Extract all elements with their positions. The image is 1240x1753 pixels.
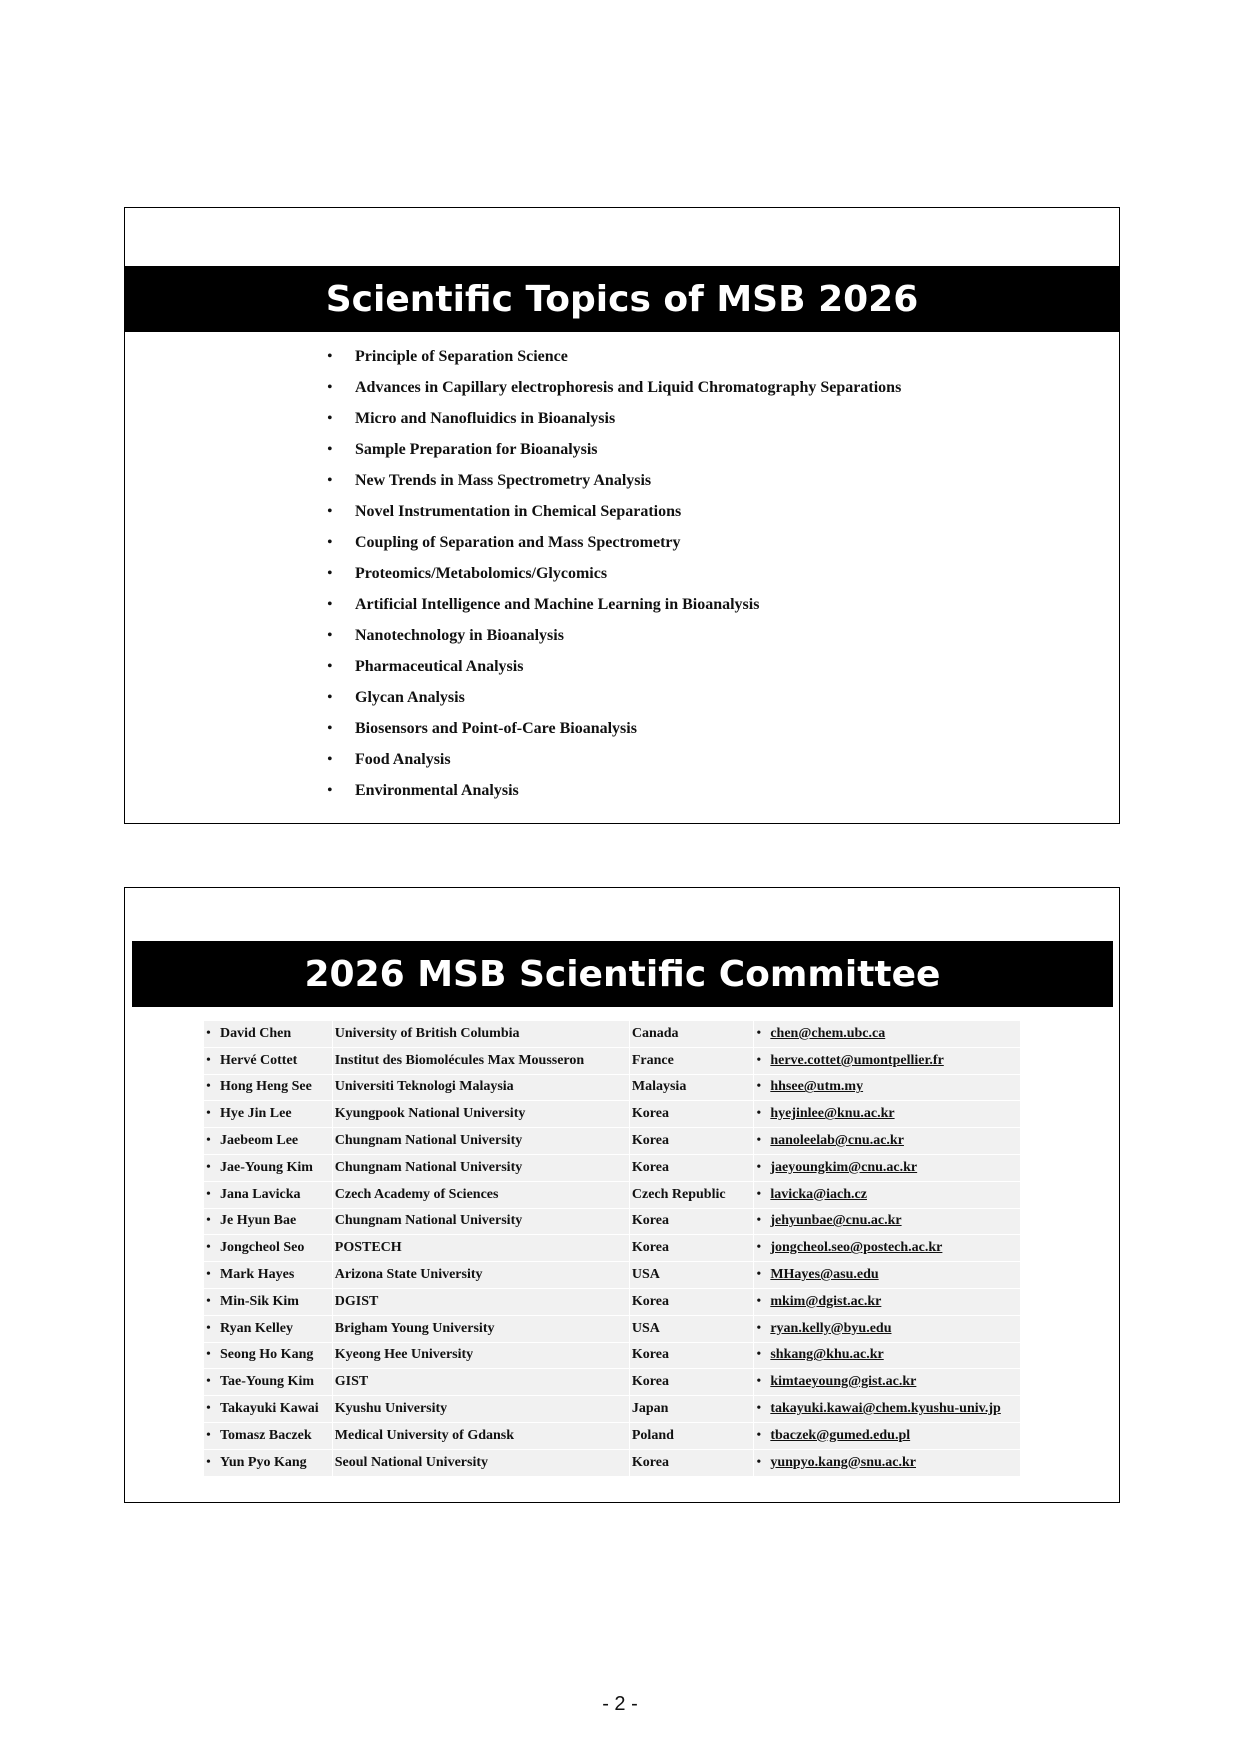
member-email-link[interactable]: jaeyoungkim@cnu.ac.kr xyxy=(770,1159,918,1175)
bullet-icon: • xyxy=(756,1320,762,1336)
bullet-icon: • xyxy=(206,1454,211,1470)
member-country: Korea xyxy=(630,1289,753,1315)
member-country: Korea xyxy=(630,1128,753,1154)
member-institution: Chungnam National University xyxy=(333,1155,629,1181)
bullet-icon: • xyxy=(756,1186,762,1202)
member-email-cell xyxy=(754,1182,1020,1208)
member-email-link[interactable]: nanoleelab@cnu.ac.kr xyxy=(770,1133,904,1149)
member-name-cell xyxy=(204,1021,332,1047)
bullet-icon: • xyxy=(327,658,333,675)
member-email-cell xyxy=(754,1369,1020,1395)
member-institution: Kyushu University xyxy=(333,1396,629,1422)
member-name: Hervé Cottet xyxy=(220,1052,298,1068)
bullet-icon: • xyxy=(327,472,333,489)
bullet-icon: • xyxy=(327,379,333,396)
member-name-cell xyxy=(204,1316,332,1342)
bullet-icon: • xyxy=(756,1401,762,1417)
topic-text: Proteomics/Metabolomics/Glycomics xyxy=(355,565,608,582)
topic-item xyxy=(325,346,901,377)
member-email-cell xyxy=(754,1101,1020,1127)
member-email-link[interactable]: hhsee@utm.my xyxy=(770,1079,864,1095)
member-email-cell xyxy=(754,1209,1020,1235)
topic-text: Novel Instrumentation in Chemical Separations xyxy=(355,503,682,520)
member-email-cell xyxy=(754,1262,1020,1288)
topic-text: Nanotechnology in Bioanalysis xyxy=(355,627,564,644)
bullet-icon: • xyxy=(206,1133,211,1149)
member-name: Takayuki Kawai xyxy=(220,1401,319,1417)
member-institution: Universiti Teknologi Malaysia xyxy=(333,1075,629,1101)
member-name: Hye Jin Lee xyxy=(220,1106,292,1122)
member-name: Tae-Young Kim xyxy=(220,1374,315,1390)
member-email-cell xyxy=(754,1021,1020,1047)
table-row xyxy=(204,1209,1020,1235)
member-name-cell xyxy=(204,1235,332,1261)
member-country: Korea xyxy=(630,1369,753,1395)
member-name-cell xyxy=(204,1101,332,1127)
topic-text: Food Analysis xyxy=(355,751,451,768)
table-row xyxy=(204,1075,1020,1101)
member-email-link[interactable]: yunpyo.kang@snu.ac.kr xyxy=(770,1454,917,1470)
topic-text: Pharmaceutical Analysis xyxy=(355,658,524,675)
member-email-cell xyxy=(754,1423,1020,1449)
member-email-cell xyxy=(754,1343,1020,1369)
member-email-cell xyxy=(754,1155,1020,1181)
topic-item xyxy=(325,780,901,811)
topic-text: Environmental Analysis xyxy=(355,782,519,799)
member-institution: University of British Columbia xyxy=(333,1021,629,1047)
member-email-cell xyxy=(754,1396,1020,1422)
table-row xyxy=(204,1235,1020,1261)
member-email-cell xyxy=(754,1048,1020,1074)
bullet-icon: • xyxy=(327,534,333,551)
table-row xyxy=(204,1396,1020,1422)
member-name-cell xyxy=(204,1209,332,1235)
table-row xyxy=(204,1343,1020,1369)
topic-item xyxy=(325,563,901,594)
topic-item xyxy=(325,687,901,718)
member-country: Korea xyxy=(630,1155,753,1181)
member-email-link[interactable]: MHayes@asu.edu xyxy=(770,1267,879,1283)
page-number: - 2 - xyxy=(602,1693,638,1715)
table-row xyxy=(204,1182,1020,1208)
member-email-link[interactable]: jehyunbae@cnu.ac.kr xyxy=(770,1213,902,1229)
member-name-cell xyxy=(204,1048,332,1074)
table-row xyxy=(204,1369,1020,1395)
member-email-link[interactable]: herve.cottet@umontpellier.fr xyxy=(770,1052,944,1068)
table-row xyxy=(204,1262,1020,1288)
topic-text: Principle of Separation Science xyxy=(355,348,568,365)
bullet-icon: • xyxy=(756,1427,762,1443)
member-name: Hong Heng See xyxy=(220,1079,312,1095)
bullet-icon: • xyxy=(206,1106,211,1122)
topic-item xyxy=(325,532,901,563)
topic-text: Artificial Intelligence and Machine Learning in Bioanalysis xyxy=(355,596,760,613)
bullet-icon: • xyxy=(206,1427,211,1443)
member-name: Mark Hayes xyxy=(220,1267,295,1283)
member-institution: Kyeong Hee University xyxy=(333,1343,629,1369)
member-country: USA xyxy=(630,1316,753,1342)
member-institution: Institut des Biomolécules Max Mousseron xyxy=(333,1048,629,1074)
topic-item xyxy=(325,656,901,687)
bullet-icon: • xyxy=(756,1159,762,1175)
bullet-icon: • xyxy=(327,627,333,644)
bullet-icon: • xyxy=(756,1133,762,1149)
member-name: Jae-Young Kim xyxy=(220,1159,313,1175)
member-country: Korea xyxy=(630,1101,753,1127)
table-row xyxy=(204,1423,1020,1449)
bullet-icon: • xyxy=(206,1159,211,1175)
topic-item xyxy=(325,718,901,749)
member-institution: DGIST xyxy=(333,1289,629,1315)
member-country: Korea xyxy=(630,1209,753,1235)
committee-slide-title: 2026 MSB Scientific Committee xyxy=(132,941,1113,1007)
member-email-link[interactable]: jongcheol.seo@postech.ac.kr xyxy=(770,1240,943,1256)
member-email-cell xyxy=(754,1235,1020,1261)
bullet-icon: • xyxy=(327,441,333,458)
member-email-cell xyxy=(754,1289,1020,1315)
committee-table xyxy=(203,1020,1021,1477)
member-email-cell xyxy=(754,1128,1020,1154)
member-email-link[interactable]: chen@chem.ubc.ca xyxy=(770,1025,886,1041)
bullet-icon: • xyxy=(756,1213,762,1229)
topic-text: Sample Preparation for Bioanalysis xyxy=(355,441,598,458)
topic-text: Coupling of Separation and Mass Spectrometry xyxy=(355,534,681,551)
member-name-cell xyxy=(204,1423,332,1449)
committee-slide xyxy=(124,887,1120,1503)
bullet-icon: • xyxy=(206,1213,211,1229)
member-email-link[interactable]: takayuki.kawai@chem.kyushu-univ.jp xyxy=(770,1401,1001,1417)
bullet-icon: • xyxy=(327,565,333,582)
member-institution: Chungnam National University xyxy=(333,1209,629,1235)
bullet-icon: • xyxy=(327,720,333,737)
member-email-link[interactable]: mkim@dgist.ac.kr xyxy=(770,1293,882,1309)
member-name: Je Hyun Bae xyxy=(220,1213,297,1229)
topic-item xyxy=(325,470,901,501)
topics-list xyxy=(325,346,901,811)
member-institution: POSTECH xyxy=(333,1235,629,1261)
table-row xyxy=(204,1450,1020,1476)
member-name: David Chen xyxy=(220,1025,292,1041)
member-email-link[interactable]: kimtaeyoung@gist.ac.kr xyxy=(770,1374,917,1390)
member-institution: Kyungpook National University xyxy=(333,1101,629,1127)
member-email-link[interactable]: ryan.kelly@byu.edu xyxy=(770,1320,892,1336)
member-institution: Arizona State University xyxy=(333,1262,629,1288)
bullet-icon: • xyxy=(756,1347,762,1363)
topic-item xyxy=(325,408,901,439)
topic-text: Biosensors and Point-of-Care Bioanalysis xyxy=(355,720,637,737)
bullet-icon: • xyxy=(756,1374,762,1390)
member-country: Czech Republic xyxy=(630,1182,753,1208)
member-institution: GIST xyxy=(333,1369,629,1395)
member-email-link[interactable]: shkang@khu.ac.kr xyxy=(770,1347,884,1363)
member-name: Jana Lavicka xyxy=(220,1186,301,1202)
member-email-link[interactable]: lavicka@iach.cz xyxy=(770,1186,867,1202)
bullet-icon: • xyxy=(206,1320,211,1336)
topic-text: Glycan Analysis xyxy=(355,689,465,706)
member-name: Ryan Kelley xyxy=(220,1320,294,1336)
bullet-icon: • xyxy=(206,1079,211,1095)
topic-item xyxy=(325,439,901,470)
bullet-icon: • xyxy=(206,1347,211,1363)
member-name-cell xyxy=(204,1262,332,1288)
topic-text: Micro and Nanofluidics in Bioanalysis xyxy=(355,410,616,427)
bullet-icon: • xyxy=(327,596,333,613)
bullet-icon: • xyxy=(756,1267,762,1283)
bullet-icon: • xyxy=(756,1079,762,1095)
member-country: Malaysia xyxy=(630,1075,753,1101)
topic-item xyxy=(325,749,901,780)
bullet-icon: • xyxy=(206,1374,211,1390)
bullet-icon: • xyxy=(756,1454,762,1470)
table-row xyxy=(204,1289,1020,1315)
member-name-cell xyxy=(204,1369,332,1395)
bullet-icon: • xyxy=(756,1106,762,1122)
member-name-cell xyxy=(204,1343,332,1369)
topic-item xyxy=(325,625,901,656)
bullet-icon: • xyxy=(756,1240,762,1256)
topic-text: New Trends in Mass Spectrometry Analysis xyxy=(355,472,652,489)
table-row xyxy=(204,1155,1020,1181)
bullet-icon: • xyxy=(327,348,333,365)
member-email-link[interactable]: hyejinlee@knu.ac.kr xyxy=(770,1106,895,1122)
topic-text: Advances in Capillary electrophoresis and Liquid Chromatography Separations xyxy=(355,379,902,396)
bullet-icon: • xyxy=(206,1025,211,1041)
member-institution: Brigham Young University xyxy=(333,1316,629,1342)
bullet-icon: • xyxy=(206,1240,211,1256)
bullet-icon: • xyxy=(327,782,333,799)
member-country: Japan xyxy=(630,1396,753,1422)
member-country: Poland xyxy=(630,1423,753,1449)
member-name-cell xyxy=(204,1155,332,1181)
bullet-icon: • xyxy=(327,503,333,520)
member-institution: Medical University of Gdansk xyxy=(333,1423,629,1449)
bullet-icon: • xyxy=(206,1267,211,1283)
member-name-cell xyxy=(204,1450,332,1476)
member-email-cell xyxy=(754,1450,1020,1476)
table-row xyxy=(204,1048,1020,1074)
member-country: France xyxy=(630,1048,753,1074)
member-country: Korea xyxy=(630,1235,753,1261)
bullet-icon: • xyxy=(206,1186,211,1202)
member-email-link[interactable]: tbaczek@gumed.edu.pl xyxy=(770,1427,911,1443)
bullet-icon: • xyxy=(206,1293,211,1309)
bullet-icon: • xyxy=(756,1052,762,1068)
bullet-icon: • xyxy=(756,1025,762,1041)
topic-item xyxy=(325,594,901,625)
table-row xyxy=(204,1316,1020,1342)
member-country: Korea xyxy=(630,1450,753,1476)
member-name: Jongcheol Seo xyxy=(220,1240,305,1256)
member-name-cell xyxy=(204,1396,332,1422)
topic-item xyxy=(325,377,901,408)
member-institution: Czech Academy of Sciences xyxy=(333,1182,629,1208)
member-country: USA xyxy=(630,1262,753,1288)
member-name: Yun Pyo Kang xyxy=(220,1454,307,1470)
member-name-cell xyxy=(204,1182,332,1208)
table-row xyxy=(204,1101,1020,1127)
member-email-cell xyxy=(754,1075,1020,1101)
bullet-icon: • xyxy=(327,689,333,706)
table-row xyxy=(204,1021,1020,1047)
member-name-cell xyxy=(204,1128,332,1154)
topics-slide-title: Scientific Topics of MSB 2026 xyxy=(125,266,1119,332)
topics-slide xyxy=(124,207,1120,824)
member-name: Jaebeom Lee xyxy=(220,1133,299,1149)
member-institution: Seoul National University xyxy=(333,1450,629,1476)
member-name-cell xyxy=(204,1075,332,1101)
member-name: Tomasz Baczek xyxy=(220,1427,312,1443)
topic-item xyxy=(325,501,901,532)
member-institution: Chungnam National University xyxy=(333,1128,629,1154)
bullet-icon: • xyxy=(206,1401,211,1417)
member-email-cell xyxy=(754,1316,1020,1342)
member-name-cell xyxy=(204,1289,332,1315)
member-country: Canada xyxy=(630,1021,753,1047)
bullet-icon: • xyxy=(206,1052,211,1068)
member-name: Seong Ho Kang xyxy=(220,1347,314,1363)
bullet-icon: • xyxy=(756,1293,762,1309)
member-name: Min-Sik Kim xyxy=(220,1293,299,1309)
member-country: Korea xyxy=(630,1343,753,1369)
bullet-icon: • xyxy=(327,751,333,768)
table-row xyxy=(204,1128,1020,1154)
bullet-icon: • xyxy=(327,410,333,427)
